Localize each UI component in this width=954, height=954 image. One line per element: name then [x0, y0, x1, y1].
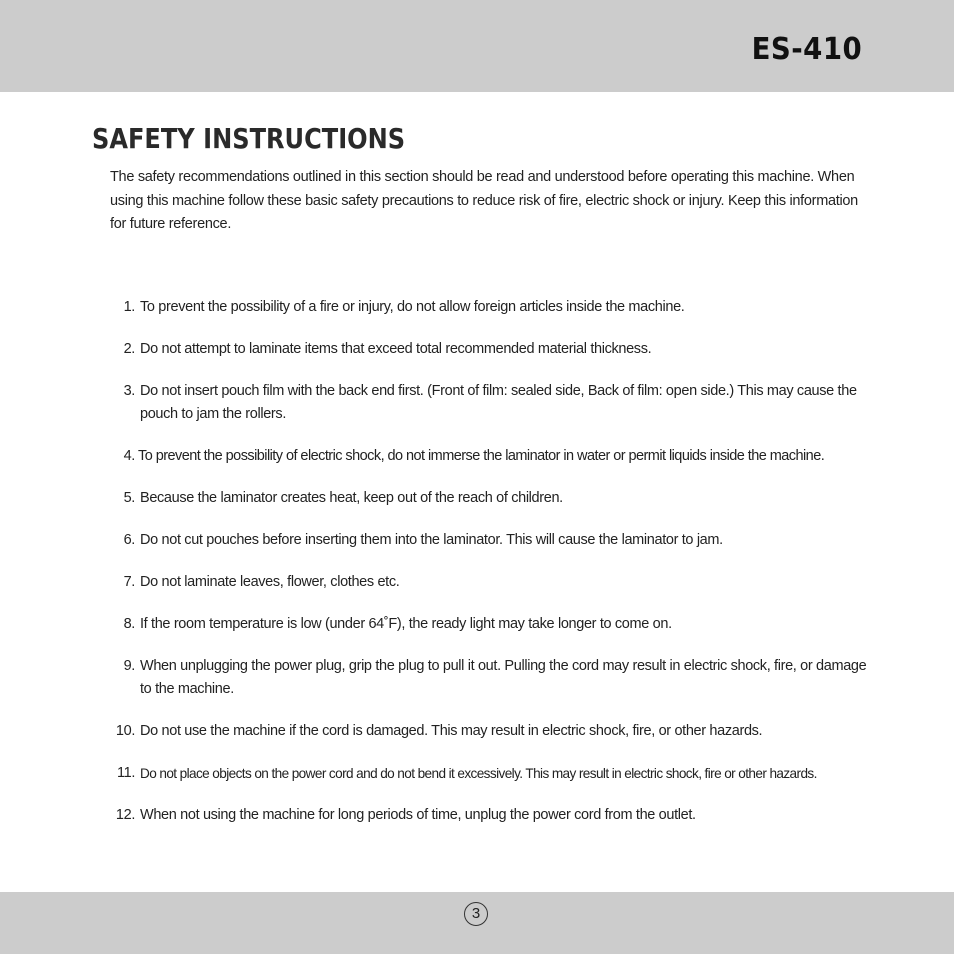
- item-number: 11.: [116, 765, 135, 781]
- item-text: Do not place objects on the power cord and do not bend it excessively. This may result in electric shock, fire or other hazards.: [140, 766, 817, 781]
- page-number: 3: [464, 902, 488, 926]
- item-number: 9.: [123, 658, 135, 674]
- item-number: 6.: [123, 532, 135, 548]
- header-band: [0, 0, 954, 92]
- item-number: 3.: [123, 383, 135, 399]
- item-number: 10.: [115, 723, 135, 739]
- intro-paragraph: The safety recommendations outlined in this section should be read and understood before operating this machine. When using this machine follow these basic safety precautions to reduce risk of fire, electric shock or injury. Keep this information for future reference.: [110, 169, 858, 232]
- item-number: 1.: [123, 299, 135, 315]
- model-name: ES-410: [751, 32, 862, 67]
- item-text: Because the laminator creates heat, keep out of the reach of children.: [140, 490, 563, 506]
- item-number: 5.: [123, 490, 135, 506]
- section-title: SAFETY INSTRUCTIONS: [92, 122, 406, 155]
- item-text: Do not use the machine if the cord is damaged. This may result in electric shock, fire, or other hazards.: [140, 723, 763, 739]
- item-number: 2.: [123, 341, 135, 357]
- item-number: 8.: [123, 616, 135, 632]
- item-text: Do not attempt to laminate items that exceed total recommended material thickness.: [140, 341, 652, 357]
- item-text: When not using the machine for long periods of time, unplug the power cord from the outlet.: [140, 807, 696, 823]
- item-number: 7.: [123, 574, 135, 590]
- item-text: To prevent the possibility of electric shock, do not immerse the laminator in water or permit liquids inside the machine.: [138, 448, 825, 464]
- item-text: If the room temperature is low (under 64˚F), the ready light may take longer to come on.: [140, 616, 672, 632]
- item-text: To prevent the possibility of a fire or injury, do not allow foreign articles inside the machine.: [140, 299, 685, 315]
- item-number: 12.: [115, 807, 135, 823]
- item-text: Do not laminate leaves, flower, clothes etc.: [140, 574, 400, 590]
- item-text: Do not insert pouch film with the back end first. (Front of film: sealed side, Back of film: open side.) This may cause the pouch to jam the rollers.: [140, 383, 857, 422]
- item-number: 4.: [123, 448, 135, 464]
- item-text: When unplugging the power plug, grip the plug to pull it out. Pulling the cord may result in electric shock, fire, or damage to the machine.: [140, 658, 867, 697]
- item-text: Do not cut pouches before inserting them into the laminator. This will cause the laminator to jam.: [140, 532, 723, 548]
